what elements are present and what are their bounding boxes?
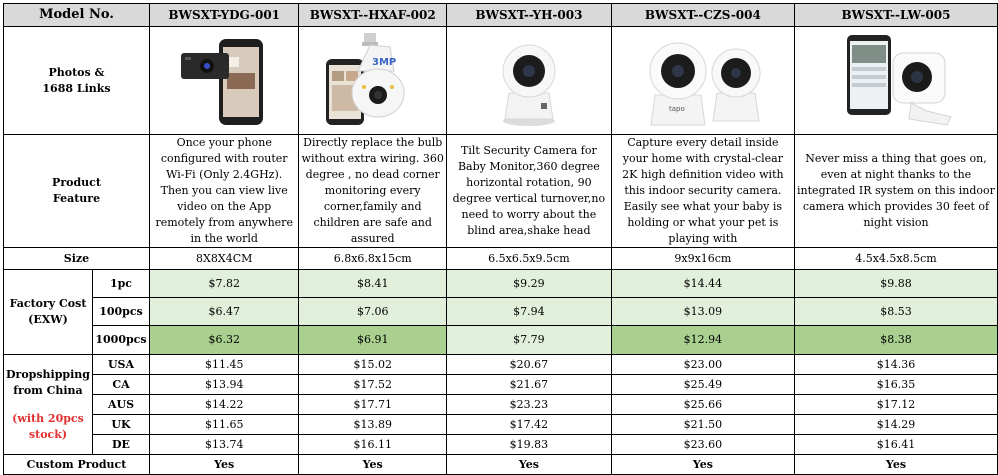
qty-label: 100pcs: [92, 298, 149, 326]
photos-label-line2: 1688 Links: [42, 81, 111, 95]
mini-camera-with-phone-icon[interactable]: [169, 33, 279, 129]
price-cell: $17.42: [446, 415, 611, 435]
model-name: BWSXT--LW-005: [794, 4, 997, 27]
region-label: AUS: [92, 395, 149, 415]
indoor-camera-with-phone-icon[interactable]: [831, 31, 961, 131]
dropship-label-line1: Dropshipping: [6, 367, 90, 381]
dropshipping-label: [4, 355, 93, 455]
price-cell: $7.79: [446, 326, 611, 355]
price-cell: $6.32: [149, 326, 298, 355]
custom-value: Yes: [446, 455, 611, 475]
dropship-row-uk: [4, 415, 998, 435]
custom-value: Yes: [794, 455, 997, 475]
size-value: 6.8x6.8x15cm: [299, 248, 447, 270]
bulb-camera-with-phone-icon[interactable]: [318, 31, 428, 131]
photos-row: [4, 27, 998, 135]
custom-value: Yes: [299, 455, 447, 475]
price-cell: $6.91: [299, 326, 447, 355]
factory-row-1pc: [4, 270, 998, 298]
price-cell: $11.45: [149, 355, 298, 375]
qty-label: 1000pcs: [92, 326, 149, 355]
price-cell: $14.44: [611, 270, 794, 298]
dropship-label-line2: from China: [13, 383, 83, 397]
product-photo-cell[interactable]: [611, 27, 794, 135]
photos-label: [4, 27, 150, 135]
product-photo-cell[interactable]: [299, 27, 447, 135]
price-cell: $14.22: [149, 395, 298, 415]
size-value: 8X8X4CM: [149, 248, 298, 270]
price-cell: $9.29: [446, 270, 611, 298]
feature-row: [4, 135, 998, 248]
svg-text:tapo: tapo: [668, 104, 685, 113]
dropship-row-ca: [4, 375, 998, 395]
price-cell: $14.29: [794, 415, 997, 435]
price-cell: $8.38: [794, 326, 997, 355]
price-cell: $7.06: [299, 298, 447, 326]
size-value: 6.5x6.5x9.5cm: [446, 248, 611, 270]
size-label: Size: [4, 248, 150, 270]
model-name: BWSXT-YDG-001: [149, 4, 298, 27]
price-cell: $7.94: [446, 298, 611, 326]
feature-text: Directly replace the bulb without extra wiring. 360 degree , no dead corner monitoring every corner,family and children are safe and assured: [299, 135, 447, 248]
size-value: 9x9x16cm: [611, 248, 794, 270]
model-name: BWSXT--HXAF-002: [299, 4, 447, 27]
feature-text: Once your phone configured with router Wi-Fi (Only 2.4GHz). Then you can view live video on the App remotely from anywhere in the world: [149, 135, 298, 248]
feature-label: [4, 135, 150, 248]
price-cell: $17.12: [794, 395, 997, 415]
custom-product-label: Custom Product: [4, 455, 150, 475]
price-cell: $13.74: [149, 435, 298, 455]
factory-label-line2: (EXW): [28, 313, 68, 326]
feature-text: Never miss a thing that goes on, even at night thanks to the integrated IR system on this indoor camera which provides 30 feet of night vision: [794, 135, 997, 248]
price-cell: $17.71: [299, 395, 447, 415]
price-cell: $23.60: [611, 435, 794, 455]
model-name: BWSXT--YH-003: [446, 4, 611, 27]
custom-value: Yes: [149, 455, 298, 475]
price-cell: $8.41: [299, 270, 447, 298]
feature-text: Tilt Security Camera for Baby Monitor,360 degree horizontal rotation, 90 degree vertical turnover,no need to worry about the blind area,shake head: [446, 135, 611, 248]
product-photo-cell[interactable]: [446, 27, 611, 135]
svg-text:3MP: 3MP: [371, 56, 396, 68]
model-no-label: Model No.: [4, 4, 150, 27]
region-label: USA: [92, 355, 149, 375]
pan-tilt-camera-icon[interactable]: [489, 33, 569, 129]
header-row: [4, 4, 998, 27]
stock-note-line2: stock): [28, 427, 68, 441]
dropship-row-de: [4, 435, 998, 455]
dual-dome-cameras-icon[interactable]: [643, 31, 763, 131]
price-cell: $13.09: [611, 298, 794, 326]
price-cell: $20.67: [446, 355, 611, 375]
price-cell: $23.00: [611, 355, 794, 375]
price-cell: $23.23: [446, 395, 611, 415]
factory-cost-label: [4, 270, 93, 355]
qty-label: 1pc: [92, 270, 149, 298]
price-cell: $11.65: [149, 415, 298, 435]
feature-label-line1: Product: [52, 176, 101, 189]
price-cell: $25.66: [611, 395, 794, 415]
factory-row-100pcs: [4, 298, 998, 326]
feature-label-line2: Feature: [52, 192, 101, 205]
price-cell: $25.49: [611, 375, 794, 395]
custom-value: Yes: [611, 455, 794, 475]
factory-label-line1: Factory Cost: [9, 297, 87, 310]
price-cell: $21.50: [611, 415, 794, 435]
size-row: [4, 248, 998, 270]
region-label: DE: [92, 435, 149, 455]
product-photo-cell[interactable]: [794, 27, 997, 135]
price-cell: $6.47: [149, 298, 298, 326]
price-cell: $9.88: [794, 270, 997, 298]
price-cell: $16.11: [299, 435, 447, 455]
region-label: CA: [92, 375, 149, 395]
custom-product-row: [4, 455, 998, 475]
size-value: 4.5x4.5x8.5cm: [794, 248, 997, 270]
price-cell: $15.02: [299, 355, 447, 375]
factory-row-1000pcs: [4, 326, 998, 355]
feature-text: Capture every detail inside your home with crystal-clear 2K high definition video with this indoor security camera. Easily see what your baby is holding or what your pet is playing with: [611, 135, 794, 248]
price-cell: $21.67: [446, 375, 611, 395]
stock-note-line1: (with 20pcs: [12, 411, 84, 425]
price-cell: $8.53: [794, 298, 997, 326]
price-cell: $16.41: [794, 435, 997, 455]
price-cell: $13.94: [149, 375, 298, 395]
price-cell: $19.83: [446, 435, 611, 455]
price-cell: $13.89: [299, 415, 447, 435]
price-cell: $14.36: [794, 355, 997, 375]
price-cell: $16.35: [794, 375, 997, 395]
product-photo-cell[interactable]: [149, 27, 298, 135]
dropship-row-aus: [4, 395, 998, 415]
photos-label-line1: Photos &: [48, 65, 105, 79]
product-comparison-table: [3, 3, 998, 475]
model-name: BWSXT--CZS-004: [611, 4, 794, 27]
price-cell: $17.52: [299, 375, 447, 395]
dropship-row-usa: [4, 355, 998, 375]
region-label: UK: [92, 415, 149, 435]
price-cell: $7.82: [149, 270, 298, 298]
price-cell: $12.94: [611, 326, 794, 355]
